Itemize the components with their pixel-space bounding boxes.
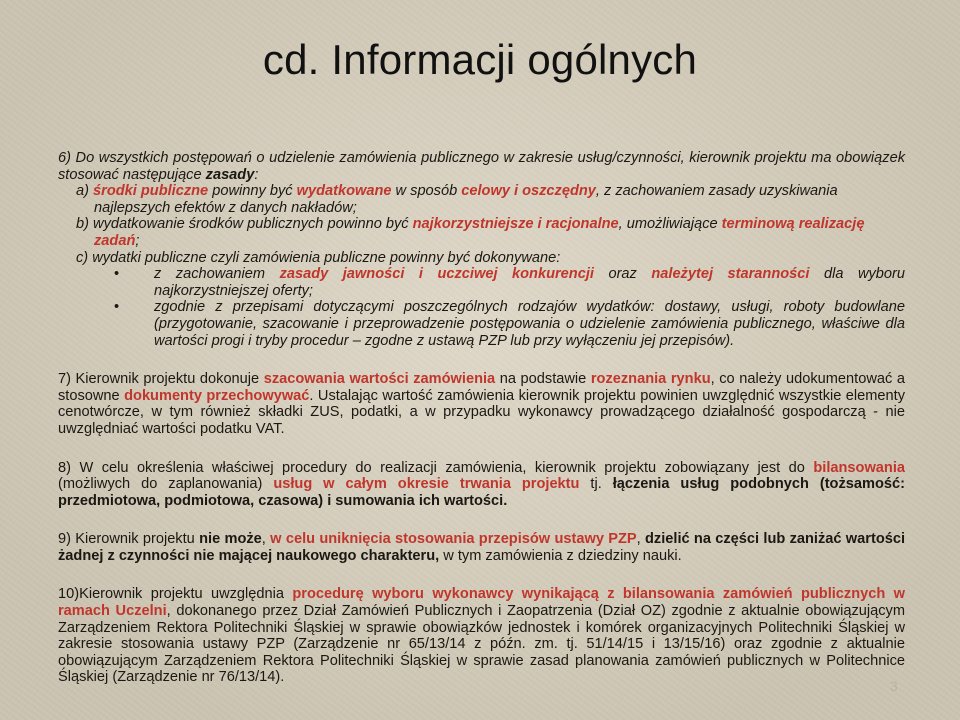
p7-text-3: . Ustalając wartość zamówienia kierownik projektu powinien uwzględnić wszystkie elementy cenotwórcze, w tym również składki ZUS, podatki, a w przypadku wykonawcy prowadzącego działalność gospodarczą - nie uwzględniać wartości podatku VAT. [58, 387, 906, 437]
point-b-highlight-1: najkorzystniejsze i racjonalne [412, 216, 619, 233]
p8-text-2: tj. [579, 476, 613, 493]
paragraph-8 [58, 460, 905, 510]
p9-text-1: , [261, 531, 271, 548]
p9-text-3: w tym zamówienia z dziedziny nauki. [439, 547, 682, 564]
p10-text-1: , dokonanego przez Dział Zamówień Publicznych i Zaopatrzenia (Dział OZ) zgodnie z aktualnie obowiązującym Zarządzeniem Rektora Politechniki Śląskiej w sprawie obowiązków jednostek i komórek organizacyjnych Politechniki Śląskiej w zakresie stosowania ustawy PZP (Zarządzenie nr 65/13/14 z późn. zm. tj. 51/14/15 i 13/15/16) oraz zgodnie z aktualnie obowiązującym Zarządzeniem Rektora Politechniki Śląskiej w sprawie zasad planowania zamówień publicznych w Politechnice Śląskiej (Zarządzenie nr 76/13/14). [58, 603, 906, 686]
bullet-1-text-1: oraz [593, 266, 652, 283]
bullet-1-text-2: dla wyboru najkorzystniejszej oferty; [154, 266, 906, 299]
p8-bold-1: łączenia usług podobnych (tożsamość: przedmiotowa, podmiotowa, czasowa) i sumowania ich wartości. [58, 476, 905, 509]
paragraph-7 [58, 371, 905, 437]
point-a-text-3: , z zachowaniem zasady uzyskiwania najlepszych efektów z danych nakładów; [94, 183, 838, 216]
paragraph-10 [58, 586, 905, 686]
bullet-1-highlight-2: należytej staranności [651, 266, 810, 283]
point-a-prefix: a) [76, 183, 94, 200]
p8-text-1: (możliwych do zaplanowania) [58, 476, 274, 493]
point-b [58, 216, 905, 249]
p7-highlight-1: szacowania wartości zamówienia [263, 371, 496, 388]
point-a-highlight-1: środki publiczne [93, 183, 209, 200]
p10-highlight-1: procedurę wyboru wykonawcy wynikającą z bilansowania zamówień publicznych w ramach Uczelni [58, 586, 905, 620]
point-a-text-2: w sposób [391, 183, 462, 200]
bullet-icon: • [114, 266, 120, 283]
bullet-item-2 [58, 299, 905, 349]
p7-highlight-2: rozeznania rynku [590, 371, 711, 388]
paragraph-9 [58, 531, 905, 564]
p9-highlight-1: w celu uniknięcia stosowania przepisów ustawy PZP [270, 531, 637, 548]
bullet-1-highlight-1: zasady jawności i uczciwej konkurencji [279, 266, 594, 283]
page-number: 3 [890, 678, 898, 694]
p7-text-1: na podstawie [495, 371, 591, 388]
slide-content [58, 150, 905, 708]
p9-text-2: , [636, 531, 646, 548]
p7-text-0: 7) Kierownik projektu dokonuje [58, 371, 264, 388]
p7-text-2: , co należy udokumentować a stosowne [58, 371, 905, 404]
intro-text: 6) Do wszystkich postępowań o udzielenie zamówienia publicznego w zakresie usług/czynności, kierownik projektu ma obowiązek stosować następujące [58, 150, 905, 183]
point-b-highlight-2: terminową realizację zadań [94, 216, 865, 249]
p9-bold-2: dzielić na części lub zaniżać wartości żadnej z czynności nie mającej naukowego charakteru, [58, 531, 906, 564]
intro-end: : [254, 166, 259, 183]
paragraph-6-intro [58, 150, 905, 183]
slide-title: cd. Informacji ogólnych [262, 36, 698, 83]
bullet-icon: • [114, 299, 120, 316]
p8-text-0: 8) W celu określenia właściwej procedury do realizacji zamówienia, kierownik projektu zobowiązany jest do [58, 459, 814, 476]
point-a [58, 183, 905, 216]
intro-bold: zasady [205, 166, 255, 183]
bullet-1-text-0: z zachowaniem [154, 266, 280, 283]
point-a-highlight-2: wydatkowane [296, 183, 392, 200]
point-a-text-1: powinny być [208, 183, 297, 200]
p9-text-0: 9) Kierownik projektu [58, 531, 200, 548]
paragraph-6 [58, 150, 905, 349]
p7-highlight-3: dokumenty przechowywać [124, 387, 310, 404]
point-a-highlight-3: celowy i oszczędny [461, 183, 596, 200]
bullet-item-1 [58, 266, 905, 299]
point-c [58, 250, 905, 267]
point-b-prefix: b) wydatkowanie środków publicznych powinno być [76, 216, 413, 233]
p9-bold-1: nie może [199, 531, 262, 548]
p8-highlight-1: bilansowania [813, 459, 905, 476]
point-b-text-2: ; [135, 232, 140, 249]
point-b-text-1: , umożliwiające [618, 216, 722, 233]
bullet-2-text: zgodnie z przepisami dotyczącymi poszczególnych rodzajów wydatków: dostawy, usługi, roboty budowlane (przygotowanie, szacowanie i przeprowadzenie postępowania o udzielenie zamówienia publicznego, właściwe dla wartości progi i tryby procedur – zgodne z ustawą PZP lub przy wyłączeniu jej przepisów). [154, 299, 905, 349]
point-c-text: c) wydatki publiczne czyli zamówienia publiczne powinny być dokonywane: [76, 249, 561, 266]
p8-highlight-2: usług w całym okresie trwania projektu [273, 476, 580, 493]
p10-text-0: 10)Kierownik projektu uwzględnia [58, 586, 293, 603]
